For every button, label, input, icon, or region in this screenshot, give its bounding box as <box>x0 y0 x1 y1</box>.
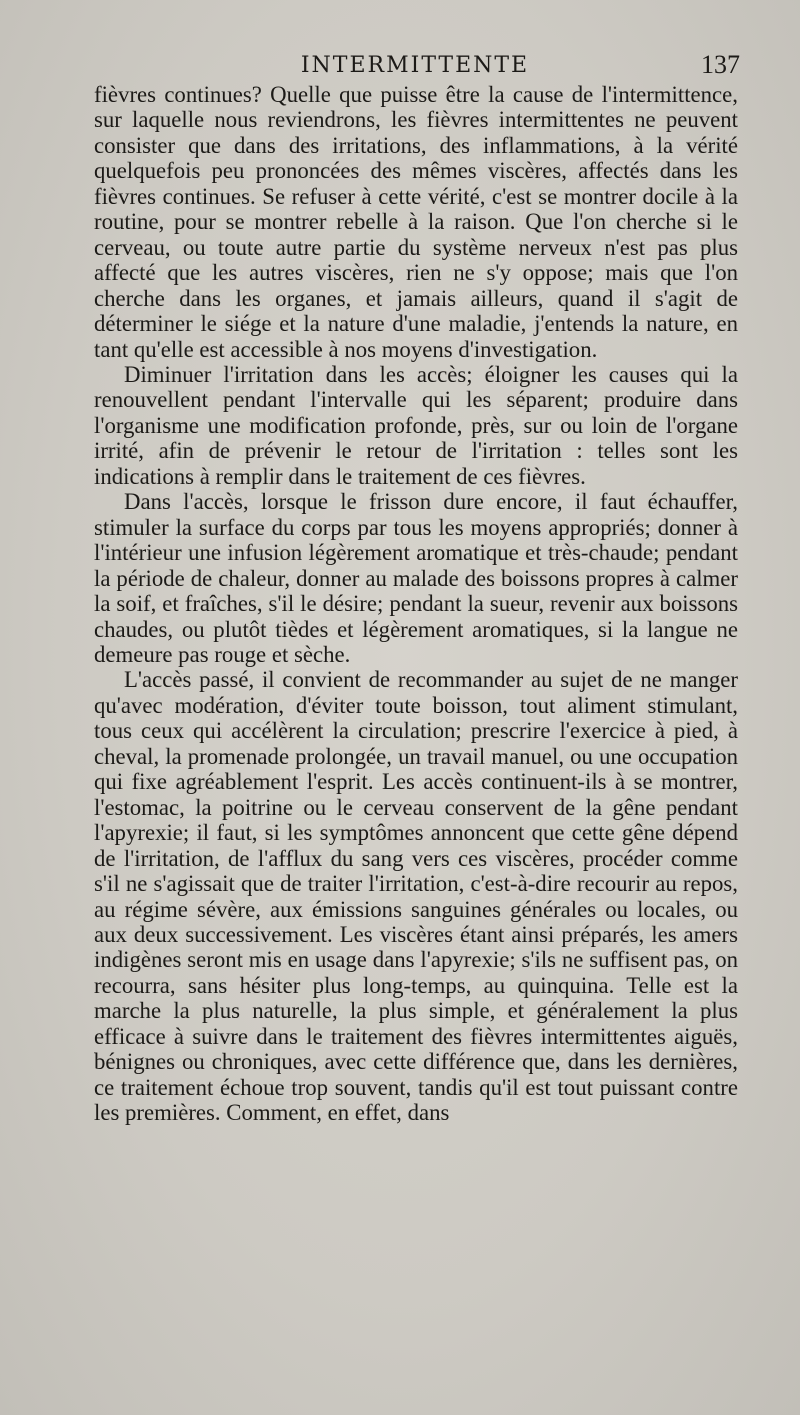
paragraph: L'accès passé, il convient de recommander au sujet de ne manger qu'avec modération, d'éviter toute boisson, tout aliment stimulant, tous ceux qui accélèrent la circulation; prescrire l'exercice à pied, à cheval, la promenade prolongée, un travail manuel, ou une occupation qui fixe agréablement l'esprit. Les accès continuent-ils à se montrer, l'estomac, la poitrine ou le cerveau conservent de la gêne pendant l'apyrexie; il faut, si les symptômes annoncent que cette gêne dépend de l'irritation, de l'afflux du sang vers ces viscères, procéder comme s'il ne s'agissait que de traiter l'irritation, c'est-à-dire recourir au repos, au régime sévère, aux émissions sanguines générales ou locales, ou aux deux successivement. Les viscères étant ainsi préparés, les amers indigènes seront mis en usage dans l'apyrexie; s'ils ne suffisent pas, on recourra, sans hésiter plus long-temps, au quinquina. Telle est la marche la plus naturelle, la plus simple, et généralement la plus efficace à suivre dans le traitement des fièvres intermittentes aiguës, bénignes ou chroniques, avec cette différence que, dans les dernières, ce traitement échoue trop souvent, tandis qu'il est tout puissant contre les premières. Comment, en effet, dans <box>94 667 738 1126</box>
paragraph: Diminuer l'irritation dans les accès; éloigner les causes qui la renouvellent pendant l'intervalle qui les séparent; produire dans l'organisme une modification profonde, près, sur ou loin de l'organe irrité, afin de prévenir le retour de l'irritation : telles sont les indications à remplir dans le traitement de ces fièvres. <box>94 361 738 489</box>
paragraph: Dans l'accès, lorsque le frisson dure encore, il faut échauffer, stimuler la surface du corps par tous les moyens appropriés; donner à l'intérieur une infusion légèrement aromatique et très-chaude; pendant la période de chaleur, donner au malade des boissons propres à calmer la soif, et fraîches, s'il le désire; pendant la sueur, revenir aux boissons chaudes, ou plutôt tièdes et légèrement aromatiques, si la langue ne demeure pas rouge et sèche. <box>94 489 738 667</box>
running-title: INTERMITTENTE <box>300 53 530 78</box>
paragraph: fièvres continues? Quelle que puisse être la cause de l'intermittence, sur laquelle nous reviendrons, les fièvres intermittentes ne peuvent consister que dans des irritations, des inflammations, à la vérité quelquefois peu prononcées des mêmes viscères, affectés dans les fièvres continues. Se refuser à cette vérité, c'est se montrer docile à la routine, pour se montrer rebelle à la raison. Que l'on cherche si le cerveau, ou toute autre partie du système nerveux n'est pas plus affecté que les autres viscères, rien ne s'y oppose; mais que l'on cherche dans les organes, et jamais ailleurs, quand il s'agit de déterminer le siége et la nature d'une maladie, j'entends la nature, en tant qu'elle est accessible à nos moyens d'investigation. <box>94 82 738 362</box>
page-number: 137 <box>701 50 740 79</box>
body-text <box>94 82 738 1126</box>
page-header <box>90 50 740 84</box>
